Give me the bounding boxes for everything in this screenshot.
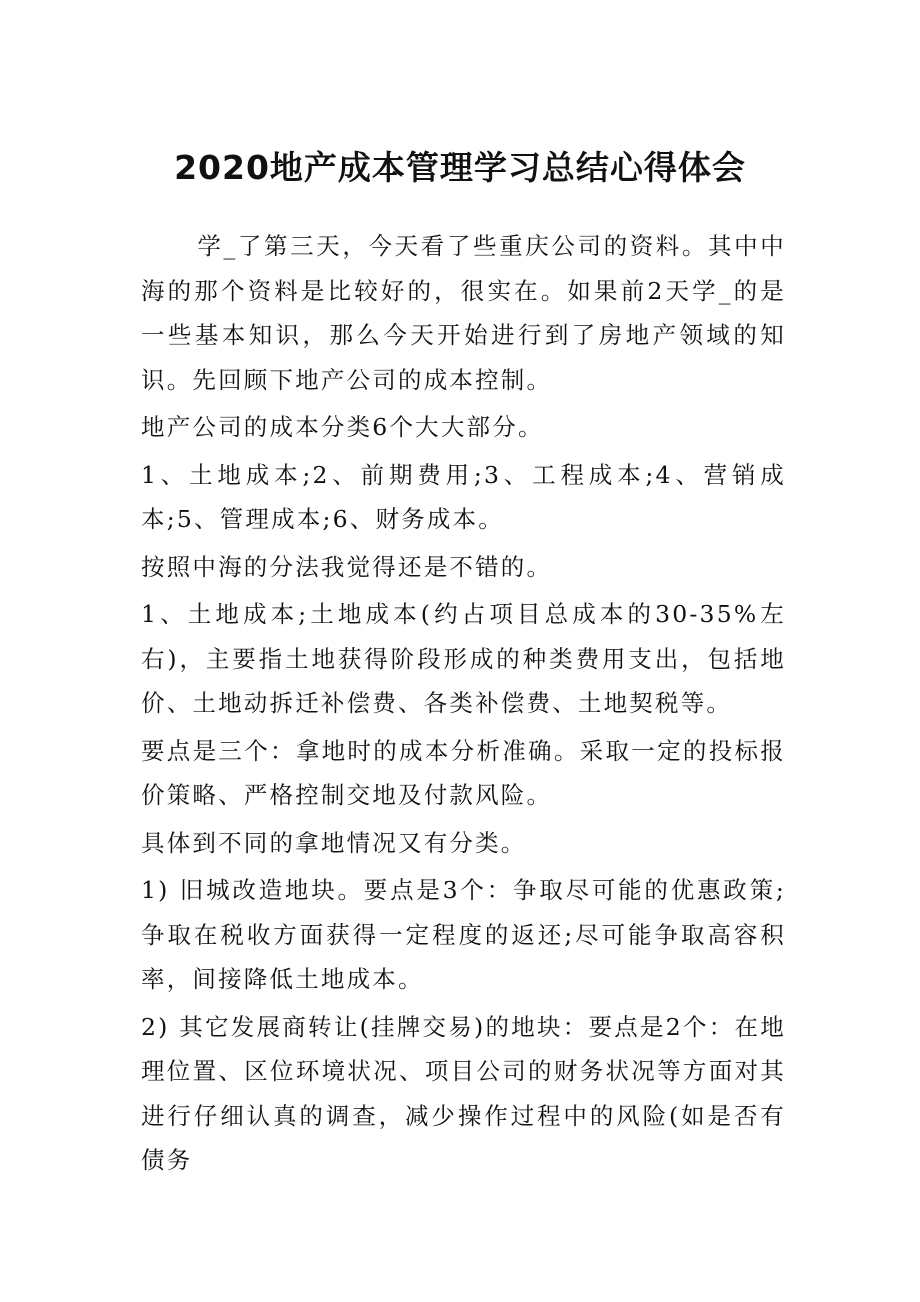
paragraph-zhonghai-method: 按照中海的分法我觉得还是不错的。 bbox=[141, 552, 553, 581]
paragraph-transfer-land: 2) 其它发展商转让(挂牌交易)的地块：要点是2个：在地理位置、区位环境状况、项目公司的财务状况等方面对其进行仔细认真的调查，减少操作过程中的风险(如是否有债务 bbox=[141, 1012, 786, 1174]
paragraph-intro: 学_了第三天，今天看了些重庆公司的资料。其中中海的那个资料是比较好的，很实在。如果前2天学_的是一些基本知识，那么今天开始进行到了房地产领域的知识。先回顾下地产公司的成本控制。 bbox=[141, 232, 786, 394]
paragraph-old-city-renovation: 1) 旧城改造地块。要点是3个：争取尽可能的优惠政策;争取在税收方面获得一定程度的返还;尽可能争取高容积率，间接降低土地成本。 bbox=[141, 876, 786, 993]
paragraph-cost-categories: 地产公司的成本分类6个大大部分。 bbox=[141, 413, 544, 441]
paragraph-cost-list: 1、土地成本;2、前期费用;3、工程成本;4、营销成本;5、管理成本;6、财务成本。 bbox=[141, 460, 786, 533]
paragraph-land-cost: 1、土地成本;土地成本(约占项目总成本的30-35%左右)，主要指土地获得阶段形成的种类费用支出，包括地价、土地动拆迁补偿费、各类补偿费、土地契税等。 bbox=[141, 600, 786, 717]
paragraph-land-situations: 具体到不同的拿地情况又有分类。 bbox=[141, 828, 527, 857]
document-body bbox=[141, 224, 786, 1186]
paragraph-key-points: 要点是三个：拿地时的成本分析准确。采取一定的投标报价策略、严格控制交地及付款风险。 bbox=[141, 736, 786, 809]
document-title: 2020地产成本管理学习总结心得体会 bbox=[174, 148, 746, 187]
